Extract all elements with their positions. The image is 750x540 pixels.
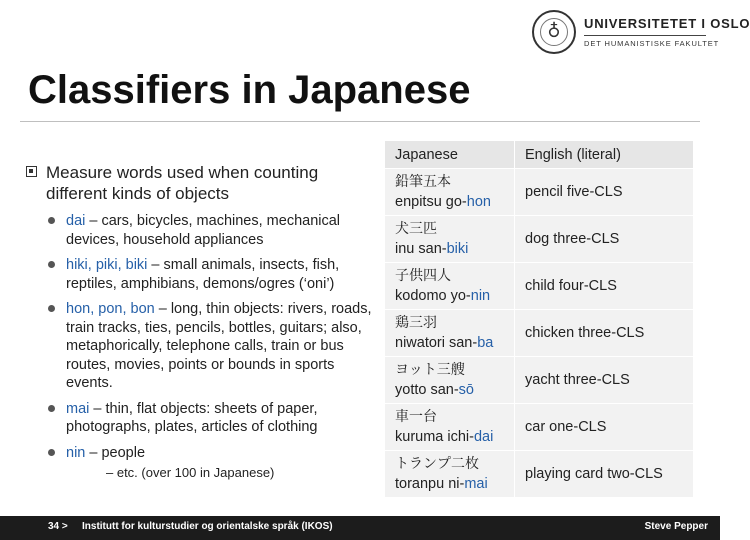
english-cell: playing card two-CLS <box>515 451 694 498</box>
romaji-base: kuruma ichi- <box>395 429 474 445</box>
table-row <box>385 263 694 310</box>
university-logo <box>532 8 750 60</box>
sub-bullet-list <box>42 212 382 481</box>
square-bullet-icon <box>26 166 37 177</box>
english-cell: pencil five-CLS <box>515 169 694 216</box>
romaji-classifier: hon <box>466 194 491 210</box>
classifier-description: – thin, flat objects: sheets of paper, photographs, plates, articles of clothing <box>66 400 318 435</box>
dot-bullet-icon <box>48 405 55 412</box>
logo-title: UNIVERSITETET I OSLO <box>584 16 750 31</box>
dot-bullet-icon <box>48 217 55 224</box>
classifier-description: – small animals, insects, fish, reptiles, amphibians, demons/ogres (‘oni’) <box>66 257 340 292</box>
table-row <box>385 310 694 357</box>
classifier-term: hon, pon, bon <box>66 301 155 317</box>
sub-bullet-mai <box>42 400 382 437</box>
dot-bullet-icon <box>48 305 55 312</box>
classifier-term: dai <box>66 213 86 229</box>
romaji-text <box>395 286 504 306</box>
romaji-text <box>395 427 504 447</box>
classifier-term: nin <box>66 444 86 461</box>
romaji-base: enpitsu go- <box>395 194 467 210</box>
table-header-row <box>385 141 694 169</box>
japanese-cell <box>385 169 515 216</box>
logo-subtitle: DET HUMANISTISKE FAKULTET <box>584 39 720 48</box>
kanji-text: 鶏三羽 <box>395 315 437 331</box>
header-japanese: Japanese <box>385 141 515 169</box>
classifier-description: – cars, bicycles, machines, mechanical devices, household appliances <box>66 213 341 248</box>
dot-bullet-icon <box>48 261 55 268</box>
sub-bullet-hiki <box>42 256 382 293</box>
english-cell: dog three-CLS <box>515 216 694 263</box>
logo-divider <box>584 35 706 36</box>
romaji-base: inu san- <box>395 241 447 257</box>
classifier-description: – people <box>85 444 146 461</box>
main-bullet <box>26 162 382 204</box>
footer-bar <box>0 516 720 540</box>
english-cell: child four-CLS <box>515 263 694 310</box>
classifier-description: – long, thin objects: rivers, roads, train tracks, ties, pencils, bottles, guitars; also, metaphorically, telephone calls, train or bus routes, movies, points or bounds in sports events. <box>66 301 372 391</box>
romaji-classifier: mai <box>464 476 488 492</box>
japanese-cell <box>385 263 515 310</box>
romaji-classifier: dai <box>473 429 494 445</box>
dot-bullet-icon <box>48 449 55 456</box>
table-row <box>385 404 694 451</box>
etc-note: – etc. (over 100 in Japanese) <box>106 465 275 480</box>
romaji-base: yotto san- <box>395 382 459 398</box>
japanese-cell <box>385 357 515 404</box>
kanji-text: ヨット三艘 <box>395 362 465 378</box>
romaji-text <box>395 239 504 259</box>
english-cell: yacht three-CLS <box>515 357 694 404</box>
romaji-base: toranpu ni- <box>395 476 465 492</box>
classifier-term: hiki, piki, biki <box>66 257 148 273</box>
classifier-table <box>384 140 694 498</box>
university-seal-icon <box>532 10 576 54</box>
kanji-text: 犬三匹 <box>395 221 437 237</box>
title-divider <box>20 121 700 122</box>
romaji-classifier: nin <box>470 288 491 304</box>
kanji-text: 鉛筆五本 <box>395 174 451 190</box>
romaji-base: kodomo yo- <box>395 288 471 304</box>
romaji-text <box>395 192 504 212</box>
slide-title: Classifiers in Japanese <box>28 68 471 112</box>
japanese-cell <box>385 310 515 357</box>
japanese-cell <box>385 216 515 263</box>
kanji-text: トランプ二枚 <box>395 456 479 472</box>
japanese-cell <box>385 451 515 498</box>
table-row <box>385 451 694 498</box>
classifier-term: mai <box>66 400 90 417</box>
page-number: 34 > <box>48 521 68 532</box>
romaji-text <box>395 333 504 353</box>
english-cell: chicken three-CLS <box>515 310 694 357</box>
romaji-text <box>395 474 504 494</box>
bullet-list <box>26 162 382 488</box>
sub-bullet-hon <box>42 300 382 393</box>
japanese-cell <box>385 404 515 451</box>
author-name: Steve Pepper <box>644 521 708 532</box>
english-cell: car one-CLS <box>515 404 694 451</box>
header-english: English (literal) <box>515 141 694 169</box>
main-bullet-text: Measure words used when counting different kinds of objects <box>46 163 319 203</box>
sub-bullet-dai <box>42 212 382 249</box>
kanji-text: 車一台 <box>395 409 437 425</box>
romaji-classifier: ba <box>477 335 494 351</box>
romaji-classifier: sō <box>458 382 474 398</box>
institute-name: Institutt for kulturstudier og orientalske språk (IKOS) <box>82 521 333 532</box>
romaji-base: niwatori san- <box>395 335 478 351</box>
kanji-text: 子供四人 <box>395 268 451 284</box>
table-row <box>385 169 694 216</box>
table-row <box>385 216 694 263</box>
romaji-text <box>395 380 504 400</box>
sub-bullet-nin <box>42 444 382 482</box>
table-row <box>385 357 694 404</box>
romaji-classifier: biki <box>446 241 469 257</box>
